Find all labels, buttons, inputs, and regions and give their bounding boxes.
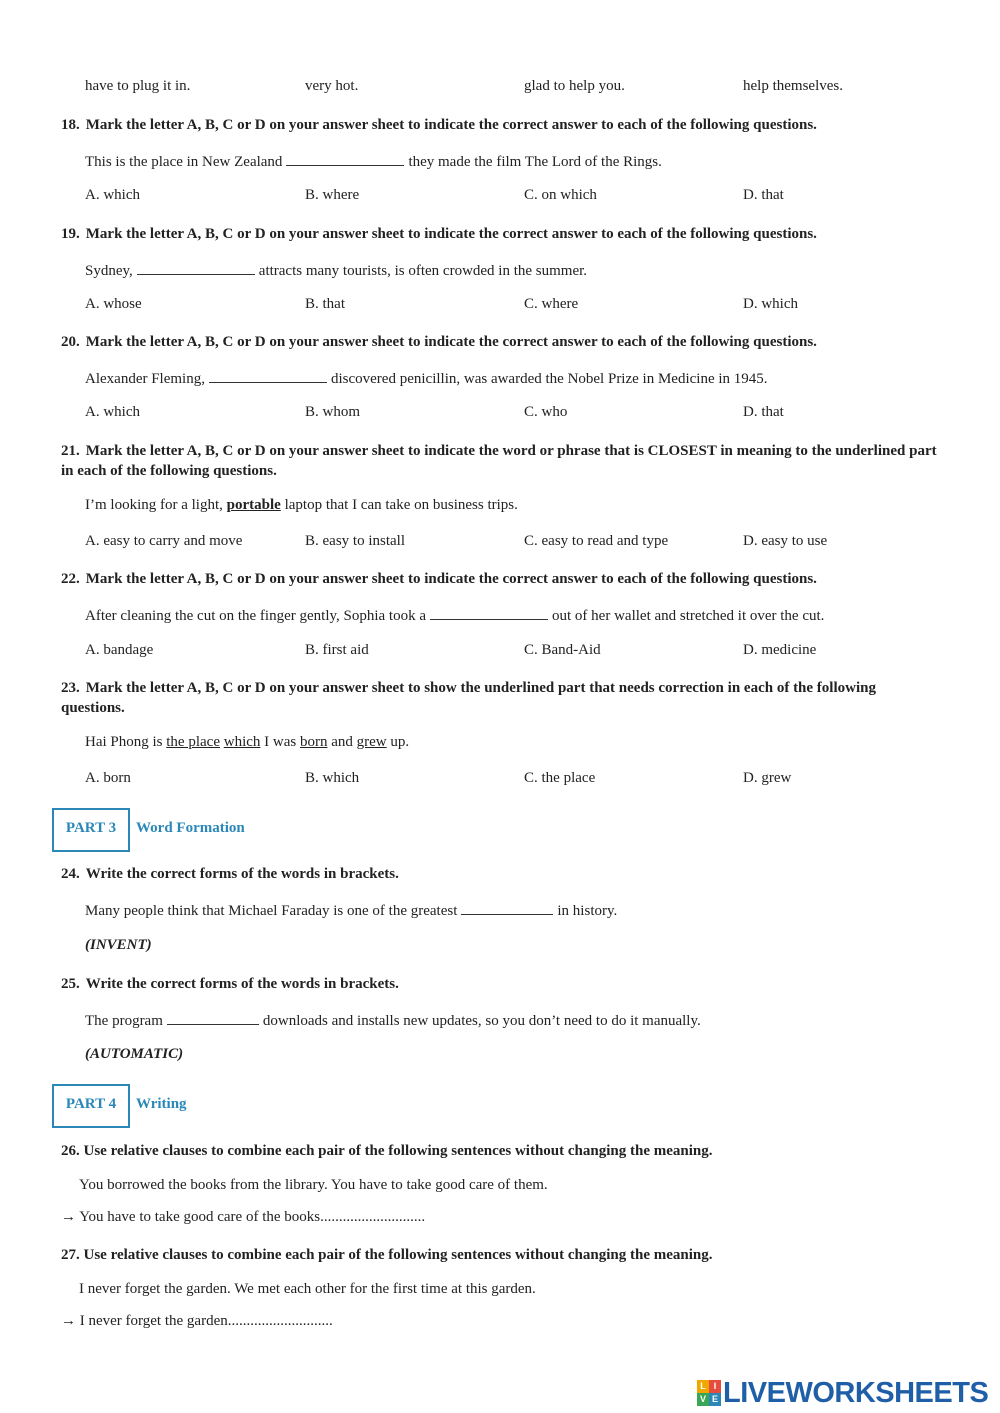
question-24-instruction: 24. Write the correct forms of the words in brackets.: [61, 866, 399, 882]
question-19-option-c[interactable]: C. where: [524, 296, 579, 312]
question-25-sentence: The program downloads and installs new updates, so you don’t need to do it manually.: [85, 1010, 701, 1030]
underlined-part-a: the place: [166, 734, 220, 750]
question-18-sentence: This is the place in New Zealand they made the film The Lord of the Rings.: [85, 151, 662, 171]
question-20-option-d[interactable]: D. that: [743, 404, 784, 420]
question-22-option-a[interactable]: A. bandage: [85, 642, 154, 658]
question-24-hint: (INVENT): [85, 937, 152, 953]
question-23-option-b[interactable]: B. which: [305, 770, 360, 786]
question-19-sentence: Sydney, attracts many tourists, is often crowded in the summer.: [85, 260, 587, 280]
answer-blank[interactable]: [209, 368, 327, 383]
question-21-option-c[interactable]: C. easy to read and type: [524, 533, 669, 549]
question-26-sentence: You borrowed the books from the library. You have to take good care of them.: [79, 1177, 548, 1193]
answer-blank[interactable]: [430, 605, 548, 620]
question-20-option-b[interactable]: B. whom: [305, 404, 361, 420]
question-19-option-b[interactable]: B. that: [305, 296, 345, 312]
question-22-option-b[interactable]: B. first aid: [305, 642, 369, 658]
question-23-option-c[interactable]: C. the place: [524, 770, 596, 786]
question-23-instruction: 23. Mark the letter A, B, C or D on your answer sheet to show the underlined part that needs correction in each of the following questions.: [61, 680, 876, 716]
underlined-part-d: grew: [356, 734, 387, 750]
part-4-header: [52, 1084, 232, 1120]
answer-blank[interactable]: [461, 900, 553, 915]
underlined-part-c: born: [299, 734, 328, 750]
part-3-title: Word Formation: [136, 820, 245, 836]
question-18-option-c[interactable]: C. on which: [524, 187, 597, 203]
liveworksheets-logo-text: LIVEWORKSHEETS: [723, 1376, 989, 1409]
question-19-option-a[interactable]: A. whose: [85, 296, 142, 312]
answer-blank[interactable]: [286, 151, 404, 166]
top-option-d: help themselves.: [743, 78, 843, 94]
question-18-option-d[interactable]: D. that: [743, 187, 784, 203]
part-3-header: [52, 808, 267, 844]
part-4-title: Writing: [136, 1096, 187, 1112]
question-25-hint: (AUTOMATIC): [85, 1046, 184, 1062]
question-20-sentence: Alexander Fleming, discovered penicillin, was awarded the Nobel Prize in Medicine in 1945.: [85, 368, 768, 388]
question-26-answer-prompt[interactable]: → You have to take good care of the books............................: [61, 1209, 426, 1225]
underlined-word: portable: [226, 497, 281, 513]
liveworksheets-logo: [697, 1376, 988, 1410]
part-3-label: PART 3: [52, 808, 130, 852]
question-21-instruction: 21. Mark the letter A, B, C or D on your answer sheet to indicate the word or phrase that is CLOSEST in meaning to the underlined part in each of the following questions.: [61, 443, 937, 479]
question-19-option-d[interactable]: D. which: [743, 296, 798, 312]
question-22-instruction: 22. Mark the letter A, B, C or D on your answer sheet to indicate the correct answer to each of the following questions.: [61, 571, 817, 587]
underlined-part-b: which: [223, 734, 261, 750]
answer-blank[interactable]: [167, 1010, 259, 1025]
answer-blank[interactable]: [137, 260, 255, 275]
question-18-instruction: 18. Mark the letter A, B, C or D on your answer sheet to indicate the correct answer to each of the following questions.: [61, 117, 817, 133]
question-22-sentence: After cleaning the cut on the finger gently, Sophia took a out of her wallet and stretched it over the cut.: [85, 605, 824, 625]
question-27-sentence: I never forget the garden. We met each other for the first time at this garden.: [79, 1281, 536, 1297]
question-22-option-c[interactable]: C. Band-Aid: [524, 642, 601, 658]
question-27-instruction: 27. Use relative clauses to combine each pair of the following sentences without changing the meaning.: [61, 1247, 713, 1263]
question-23-option-a[interactable]: A. born: [85, 770, 131, 786]
question-26-instruction: 26. Use relative clauses to combine each pair of the following sentences without changing the meaning.: [61, 1143, 713, 1159]
top-option-b: very hot.: [305, 78, 359, 94]
liveworksheets-logo-icon: L I V E: [697, 1380, 721, 1406]
question-19-instruction: 19. Mark the letter A, B, C or D on your answer sheet to indicate the correct answer to each of the following questions.: [61, 226, 817, 242]
part-4-label: PART 4: [52, 1084, 130, 1128]
question-20-instruction: 20. Mark the letter A, B, C or D on your answer sheet to indicate the correct answer to each of the following questions.: [61, 334, 817, 350]
question-20-option-a[interactable]: A. which: [85, 404, 140, 420]
question-25-instruction: 25. Write the correct forms of the words in brackets.: [61, 976, 399, 992]
question-21-option-a[interactable]: A. easy to carry and move: [85, 533, 243, 549]
question-21-option-b[interactable]: B. easy to install: [305, 533, 405, 549]
question-21-sentence: I’m looking for a light, portable laptop that I can take on business trips.: [85, 497, 518, 513]
question-23-option-d[interactable]: D. grew: [743, 770, 792, 786]
top-option-c: glad to help you.: [524, 78, 625, 94]
question-18-option-a[interactable]: A. which: [85, 187, 140, 203]
top-option-a: have to plug it in.: [85, 78, 191, 94]
question-18-option-b[interactable]: B. where: [305, 187, 360, 203]
question-22-option-d[interactable]: D. medicine: [743, 642, 817, 658]
question-27-answer-prompt[interactable]: → I never forget the garden............................: [61, 1313, 333, 1329]
question-20-option-c[interactable]: C. who: [524, 404, 568, 420]
question-21-option-d[interactable]: D. easy to use: [743, 533, 828, 549]
question-23-sentence: Hai Phong is the place which I was born and grew up.: [85, 734, 410, 750]
question-24-sentence: Many people think that Michael Faraday is one of the greatest in history.: [85, 900, 617, 920]
